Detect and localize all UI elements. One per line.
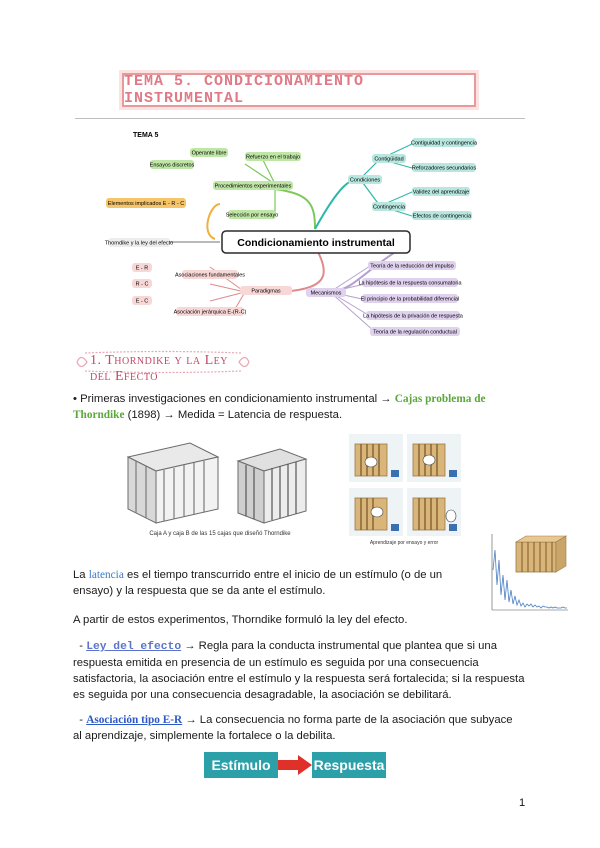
node-upper-4: Selección por ensayo (225, 212, 279, 219)
node-rt-leaf-2: Validez del aprendizaje (412, 189, 470, 196)
para2-prefix: La (73, 569, 89, 581)
thorndike-boxes-illustration (120, 437, 320, 529)
para4-line4: es seguida por una consecuencia desagradable, la asociación se debilitará. (73, 689, 452, 701)
section-heading (75, 350, 251, 384)
node-lower-mid-0: Asociaciones fundamentales (174, 272, 246, 279)
document-title: TEMA 5. CONDICIONAMIENTO INSTRUMENTAL (124, 73, 365, 107)
node-lower-mid-1: Asociación jerárquica E-(R-C) (173, 309, 247, 316)
cajas-problema-term: Cajas problema de Thorndike (73, 393, 486, 421)
paragraph-asociacion (73, 712, 533, 744)
para5-line1: → La consecuencia no forma parte de la asociación que subyace (182, 714, 513, 726)
node-rt-leaf-3: Efectos de contingencia (412, 213, 472, 220)
para2-line1: es el tiempo transcurrido entre el inicio de un estímulo (o de un (123, 569, 443, 581)
para5-line2: al aprendizaje, simplemente la fortalece o la debilita. (73, 730, 336, 742)
node-rb-leaf-0: Teoría de la reducción del impulso (370, 263, 454, 270)
node-upper-2: Operante libre (191, 150, 227, 157)
trial-and-error-illustration (347, 432, 463, 538)
node-rb-leaf-3: La hipótesis de la privación de respuesta (363, 313, 463, 320)
title-box (122, 73, 476, 107)
divider (75, 118, 525, 119)
node-rb-leaf-4: Teoría de la regulación conductual (373, 329, 457, 336)
respuesta-box: Respuesta (312, 752, 386, 778)
node-left-orange: Elementos implicados E - R - C (107, 201, 185, 207)
paragraph-1 (73, 391, 493, 423)
para1-text: Primeras investigaciones en condicionamiento instrumental → (80, 393, 395, 405)
page-number: 1 (519, 797, 526, 809)
node-right-top-sub2: Contingencia (372, 204, 406, 211)
para2-line2: ensayo) y la respuesta que se da ante el estímulo. (73, 585, 326, 597)
paragraph-2 (73, 567, 473, 599)
paragraph-ley-efecto (73, 638, 533, 703)
para4-line1: → Regla para la conducta instrumental que plantea que si una (181, 640, 497, 652)
node-rt-leaf-0: Contiguidad y contingencia (410, 140, 478, 147)
paragraph-3: A partir de estos experimentos, Thorndike formuló la ley del efecto. (73, 614, 408, 626)
node-upper-1: Ensayos discretos (149, 162, 195, 169)
caption-trial-error: Aprendizaje por ensayo y error (369, 540, 439, 546)
node-right-bottom-hub: Mecanismos (310, 290, 342, 297)
latencia-term: latencia (88, 569, 124, 581)
mindmap-center: Condicionamiento instrumental (237, 237, 395, 249)
section-title: 1. Thorndike y la Ley del Efecto (90, 353, 228, 384)
node-lower-1: R - C (135, 281, 149, 288)
asociacion-er-link[interactable]: Asociación tipo E-R (86, 714, 183, 726)
node-rt-leaf-1: Reforzadores secundarios (411, 165, 477, 172)
caption-boxes: Caja A y caja B de las 15 cajas que diseñó Thorndike (149, 531, 291, 537)
mind-map (100, 124, 500, 346)
ley-del-efecto-link[interactable]: Ley del efecto (86, 641, 182, 653)
node-upper-0: Procedimientos experimentales (214, 183, 292, 190)
node-right-top-sub1: Contigüidad (374, 156, 404, 163)
estimulo-box: Estímulo (204, 752, 278, 778)
bullet: • (73, 393, 77, 405)
node-rb-leaf-1: La hipótesis de la respuesta consumatoria (358, 280, 462, 287)
mindmap-label: TEMA 5 (133, 132, 159, 139)
para4-line2: respuesta emitida en presencia de un estímulo es seguida por una consecuencia (73, 657, 479, 669)
para1-text-after: (1898) → Medida = Latencia de respuesta. (124, 409, 343, 421)
node-lower-2: E - C (135, 298, 149, 305)
node-lower-0: E - R (135, 265, 149, 272)
node-left-top: Thorndike y la ley del efecto (104, 240, 174, 247)
node-lower-hub: Paradigmas (251, 288, 281, 295)
arrow-right-icon (278, 755, 312, 775)
dash: - (79, 640, 84, 652)
para4-line3: satisfactoria, la asociación entre el estímulo y la respuesta será fortalecida; si la respuesta (73, 673, 525, 685)
node-upper-3: Refuerzo en el trabajo (245, 154, 301, 161)
latency-graph-illustration (482, 530, 572, 622)
dash: - (79, 714, 84, 726)
node-right-top-hub: Condiciones (349, 177, 381, 184)
node-rb-leaf-2: El principio de la probabilidad diferencial (360, 296, 460, 303)
